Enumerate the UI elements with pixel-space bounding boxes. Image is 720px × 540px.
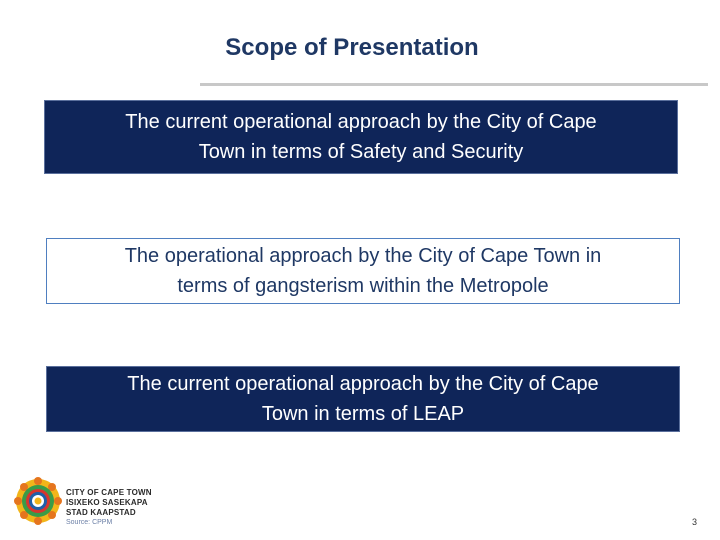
page-number: 3 <box>692 517 698 527</box>
scope-item-line: terms of gangsterism within the Metropole <box>177 275 549 297</box>
city-of-cape-town-logo-icon <box>14 476 62 526</box>
scope-item-line: The operational approach by the City of Cape Town in <box>124 245 602 267</box>
scope-item-leap <box>46 366 680 432</box>
logo-line: CITY OF CAPE TOWN <box>66 488 152 497</box>
source-note: Source: CPPM <box>66 519 113 526</box>
scope-item-line: Town in terms of LEAP <box>261 403 465 425</box>
slide-title: Scope of Presentation <box>225 34 479 61</box>
title-divider <box>200 83 708 86</box>
scope-item-gangsterism <box>46 238 680 304</box>
logo-line: ISIXEKO SASEKAPA <box>66 498 148 507</box>
logo-line: STAD KAAPSTAD <box>66 508 136 517</box>
scope-item-line: Town in terms of Safety and Security <box>198 141 524 163</box>
scope-item-line: The current operational approach by the City of Cape <box>127 373 599 395</box>
city-logo-text <box>66 488 152 518</box>
scope-item-safety-security <box>44 100 678 174</box>
scope-item-line: The current operational approach by the City of Cape <box>125 111 597 133</box>
